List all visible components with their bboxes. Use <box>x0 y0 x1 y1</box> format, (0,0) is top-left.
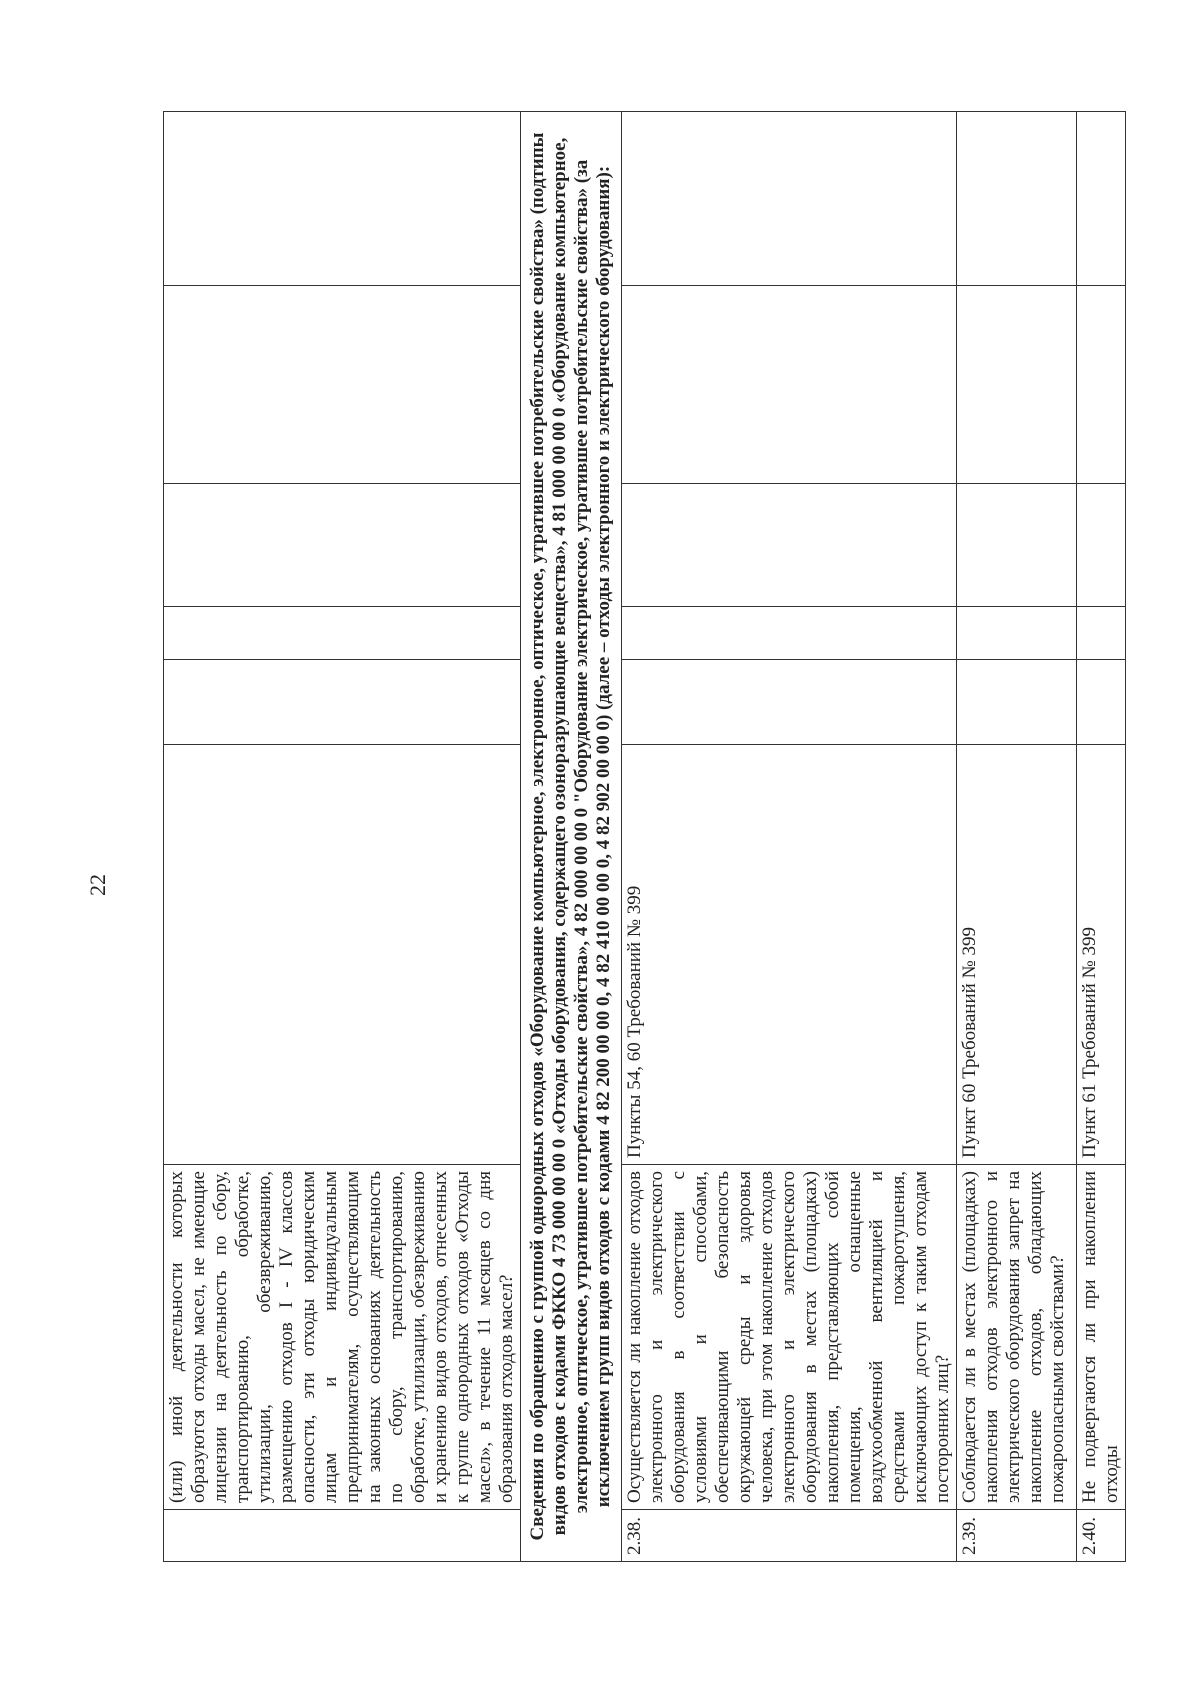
reference-cell <box>164 745 521 1165</box>
table-row <box>622 112 957 1562</box>
answer-yes-cell <box>622 660 957 745</box>
checklist-sheet <box>163 112 1122 1562</box>
page-number: 22 <box>85 874 110 896</box>
answer-extra-cell <box>957 286 1077 484</box>
answer-yes-cell <box>1077 660 1126 745</box>
section-heading-row <box>521 112 622 1562</box>
question-cell: Не подвергаются ли при накоплении отходы <box>1077 1165 1126 1510</box>
notes-cell <box>164 112 521 286</box>
answer-na-cell <box>622 484 957 607</box>
table-row <box>957 112 1077 1562</box>
answer-extra-cell <box>164 286 521 484</box>
checklist-table <box>163 111 1126 1562</box>
reference-cell: Пункты 54, 60 Требований № 399 <box>622 745 957 1165</box>
question-cell: Соблюдается ли в местах (площадках) накопления отходов электронного и электрического оборудования запрет на накопление отходов, обладающих пожароопасными свойствами? <box>957 1165 1077 1510</box>
answer-na-cell <box>1077 484 1126 607</box>
notes-cell <box>957 112 1077 286</box>
answer-na-cell <box>957 484 1077 607</box>
answer-no-cell <box>957 607 1077 660</box>
answer-na-cell <box>164 484 521 607</box>
reference-cell: Пункт 61 Требований № 399 <box>1077 745 1126 1165</box>
answer-extra-cell <box>1077 286 1126 484</box>
notes-cell <box>622 112 957 286</box>
answer-no-cell <box>1077 607 1126 660</box>
table-row <box>1077 112 1126 1562</box>
answer-extra-cell <box>622 286 957 484</box>
item-number-cell <box>164 1510 521 1562</box>
notes-cell <box>1077 112 1126 286</box>
item-number-cell: 2.40. <box>1077 1510 1126 1562</box>
answer-yes-cell <box>957 660 1077 745</box>
answer-no-cell <box>164 607 521 660</box>
item-number-cell: 2.39. <box>957 1510 1077 1562</box>
item-number-cell: 2.38. <box>622 1510 957 1562</box>
table-row <box>164 112 521 1562</box>
answer-no-cell <box>622 607 957 660</box>
section-heading: Сведения по обращению с группой однородных отходов «Оборудование компьютерное, электронное, оптическое, утратившее потребительские свойства» (подтипы видов отходов с кодами ФККО 4 73 000 00 00 0 «Отходы оборудования, содержащего озоноразрушающие вещества», 4 81 000 00 00 0 «Оборудование компьютерное, электронное, оптическое, утратившее потребительские свойства», 4 82 000 00 00 0 "Оборудование электрическое, утратившее потребительские свойства» (за исключением групп видов отходов с кодами 4 82 200 00 00 0, 4 82 410 00 00 0, 4 82 902 00 00 0) (далее – отходы электронного и электрического оборудования): <box>521 112 622 1562</box>
answer-yes-cell <box>164 660 521 745</box>
question-cell: (или) иной деятельности которых образуются отходы масел, не имеющие лицензии на деятельность по сбору, транспортированию, обработке, утилизации, обезвреживанию, размещению отходов I - IV классов опасности, эти отходы юридическим лицам и индивидуальным предпринимателям, осуществляющим на законных основаниях деятельность по сбору, транспортированию, обработке, утилизации, обезвреживанию и хранению видов отходов, отнесенных к группе однородных отходов «Отходы масел», в течение 11 месяцев со дня образования отходов масел? <box>164 1165 521 1510</box>
reference-cell: Пункт 60 Требований № 399 <box>957 745 1077 1165</box>
question-cell: Осуществляется ли накопление отходов электронного и электрического оборудования в соответствии с условиями и способами, обеспечивающими безопасность окружающей среды и здоровья человека, при этом накопление отходов электронного и электрического оборудования в местах (площадках) накопления, представляющих собой помещения, оснащенные воздухообменной вентиляцией и средствами пожаротушения, исключающих доступ к таким отходам посторонних лиц? <box>622 1165 957 1510</box>
